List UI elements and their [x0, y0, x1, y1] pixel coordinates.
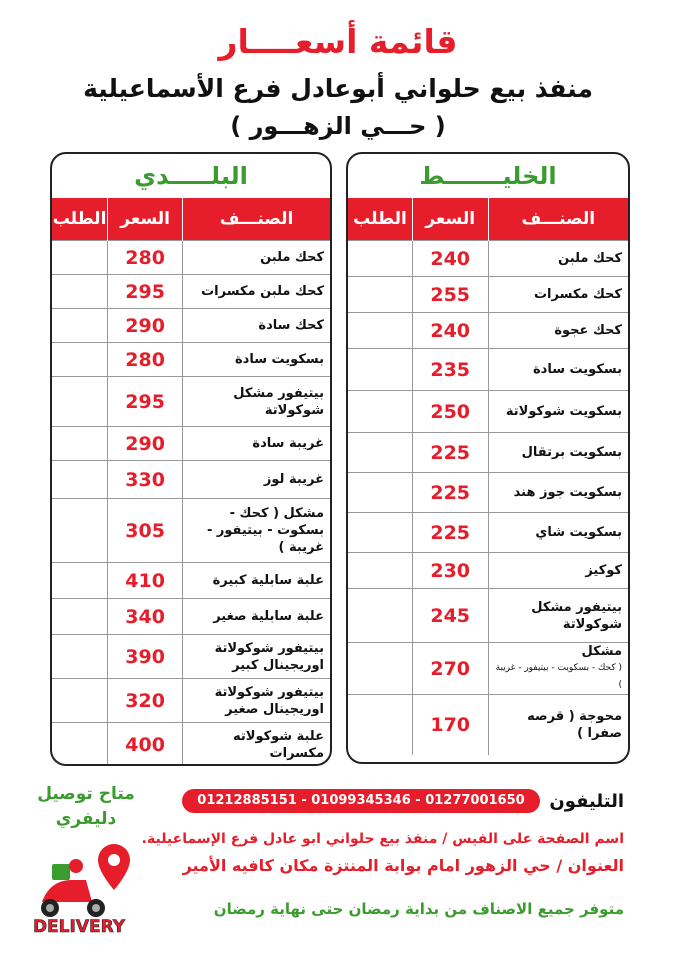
item-price: 305: [108, 499, 183, 563]
item-name: غريبة لوز: [183, 461, 330, 499]
table-row: [52, 275, 330, 309]
table-row: [348, 695, 628, 755]
delivery-text: دليفري: [55, 809, 117, 829]
item-name: بسكويت شاي: [488, 513, 628, 553]
order-cell[interactable]: [52, 563, 108, 599]
item-price: 295: [108, 275, 183, 309]
item-name: بيتيفور مشكل شوكولاتة: [183, 377, 330, 427]
order-cell[interactable]: [52, 679, 108, 723]
item-name: بيتيفور شوكولاتة اوريجينال صغير: [183, 679, 330, 723]
order-cell[interactable]: [348, 349, 412, 391]
table-row: [348, 349, 628, 391]
item-name: بسكويت شوكولاتة: [488, 391, 628, 433]
availability-note: متوفر جميع الاصناف من بداية رمضان حتى نهاية رمضان: [213, 900, 624, 918]
item-price: 390: [108, 635, 183, 679]
item-name: علبة سابلية كبيرة: [183, 563, 330, 599]
item-price: 280: [108, 343, 183, 377]
table-row: [348, 241, 628, 277]
address: العنوان / حي الزهور امام بوابة المنتزة مكان كافيه الأمير: [182, 856, 624, 875]
order-cell[interactable]: [348, 473, 412, 513]
location-pin-icon: [98, 844, 130, 890]
baladi-table: [52, 198, 330, 766]
column-header-price: السعر: [108, 198, 183, 241]
table-row: [348, 313, 628, 349]
order-cell[interactable]: [52, 635, 108, 679]
table-row: [52, 723, 330, 767]
item-name: علبة سابلية صغير: [183, 599, 330, 635]
table-row: [52, 309, 330, 343]
table-row: [348, 513, 628, 553]
order-cell[interactable]: [348, 277, 412, 313]
column-header-price: السعر: [412, 198, 488, 241]
column-header-item: الصنـــف: [183, 198, 330, 241]
khaleet-table: [348, 198, 628, 755]
item-price: 225: [412, 433, 488, 473]
order-cell[interactable]: [52, 309, 108, 343]
item-price: 270: [412, 643, 488, 695]
item-name: كحك ملبن: [488, 241, 628, 277]
delivery-scooter-icon: [14, 836, 144, 936]
item-price: 255: [412, 277, 488, 313]
khaleet-title: الخليـــــــط: [419, 162, 557, 190]
order-cell[interactable]: [52, 723, 108, 767]
table-row: [52, 377, 330, 427]
order-cell[interactable]: [348, 589, 412, 643]
item-name: بسكويت برتقال: [488, 433, 628, 473]
item-subtitle: ( كحك - بسكويت - بيتيفور - غريبة ): [495, 663, 622, 690]
item-price: 290: [108, 309, 183, 343]
khaleet-panel: [346, 152, 630, 764]
district: ( حـــي الزهـــور ): [230, 112, 446, 140]
table-row: [348, 391, 628, 433]
table-row: [348, 589, 628, 643]
column-header-item: الصنـــف: [488, 198, 628, 241]
order-cell[interactable]: [52, 377, 108, 427]
item-price: 400: [108, 723, 183, 767]
delivery-logo-text: DELIVERY: [32, 917, 126, 936]
item-price: 340: [108, 599, 183, 635]
item-price: 240: [412, 313, 488, 349]
item-name: كحك عجوة: [488, 313, 628, 349]
item-price: 240: [412, 241, 488, 277]
column-header-order: الطلب: [52, 198, 108, 241]
order-cell[interactable]: [348, 695, 412, 755]
table-row: [348, 433, 628, 473]
order-cell[interactable]: [52, 275, 108, 309]
order-cell[interactable]: [348, 643, 412, 695]
table-row: [52, 635, 330, 679]
item-price: 225: [412, 473, 488, 513]
item-name: بيتيفور شوكولاتة اوريجينال كبير: [183, 635, 330, 679]
phone-label: التليفون: [549, 791, 624, 812]
order-cell[interactable]: [52, 499, 108, 563]
table-row: [348, 553, 628, 589]
table-row: [348, 643, 628, 695]
table-row: [52, 563, 330, 599]
order-cell[interactable]: [52, 241, 108, 275]
table-row: [52, 343, 330, 377]
item-name: بيتيفور مشكل شوكولاتة: [488, 589, 628, 643]
item-name: بسكويت سادة: [183, 343, 330, 377]
item-price: 320: [108, 679, 183, 723]
order-cell[interactable]: [348, 391, 412, 433]
baladi-panel: [50, 152, 332, 766]
table-row: [52, 499, 330, 563]
item-price: 225: [412, 513, 488, 553]
order-cell[interactable]: [52, 343, 108, 377]
order-cell[interactable]: [348, 313, 412, 349]
item-name: كوكيز: [488, 553, 628, 589]
item-price: 410: [108, 563, 183, 599]
shop-name: منفذ بيع حلواني أبوعادل فرع الأسماعيلية: [83, 74, 593, 103]
table-row: [52, 599, 330, 635]
order-cell[interactable]: [348, 553, 412, 589]
table-row: [52, 241, 330, 275]
baladi-title: البلـــــدي: [134, 162, 248, 190]
item-price: 245: [412, 589, 488, 643]
item-name: مشكل ( كحك - بسكوت - بيتيفور - غريبة ): [183, 499, 330, 563]
item-price: 230: [412, 553, 488, 589]
order-cell[interactable]: [52, 599, 108, 635]
order-cell[interactable]: [52, 461, 108, 499]
item-name: كحك ملبن مكسرات: [183, 275, 330, 309]
order-cell[interactable]: [348, 513, 412, 553]
item-price: 330: [108, 461, 183, 499]
table-row: [52, 461, 330, 499]
item-name: غريبة سادة: [183, 427, 330, 461]
item-price: 290: [108, 427, 183, 461]
item-name: علبة شوكولاته مكسرات: [183, 723, 330, 767]
item-name: كحك سادة: [183, 309, 330, 343]
item-price: 250: [412, 391, 488, 433]
column-header-order: الطلب: [348, 198, 412, 241]
item-name: كحك مكسرات: [488, 277, 628, 313]
table-row: [348, 277, 628, 313]
table-row: [52, 679, 330, 723]
item-name: بسكويت سادة: [488, 349, 628, 391]
item-price: 235: [412, 349, 488, 391]
item-name: كحك ملبن: [183, 241, 330, 275]
item-price: 280: [108, 241, 183, 275]
facebook-page: اسم الصفحة على الفيس / منفذ بيع حلواني ابو عادل فرع الإسماعيلية.: [141, 831, 624, 847]
item-name: بسكويت جوز هند: [488, 473, 628, 513]
page-title: قائمة أسعــــار: [218, 22, 458, 61]
table-row: [52, 427, 330, 461]
order-cell[interactable]: [52, 427, 108, 461]
item-name: محوجة ( قرصه صفرا ): [488, 695, 628, 755]
table-row: [348, 473, 628, 513]
delivery-available-text: متاح توصيل: [37, 784, 135, 804]
order-cell[interactable]: [348, 241, 412, 277]
item-price: 170: [412, 695, 488, 755]
order-cell[interactable]: [348, 433, 412, 473]
item-price: 295: [108, 377, 183, 427]
item-name: مشكل ( كحك - بسكويت - بيتيفور - غريبة ): [488, 643, 628, 695]
phone-numbers[interactable]: 01212885151 - 01099345346 - 01277001650: [182, 789, 540, 813]
